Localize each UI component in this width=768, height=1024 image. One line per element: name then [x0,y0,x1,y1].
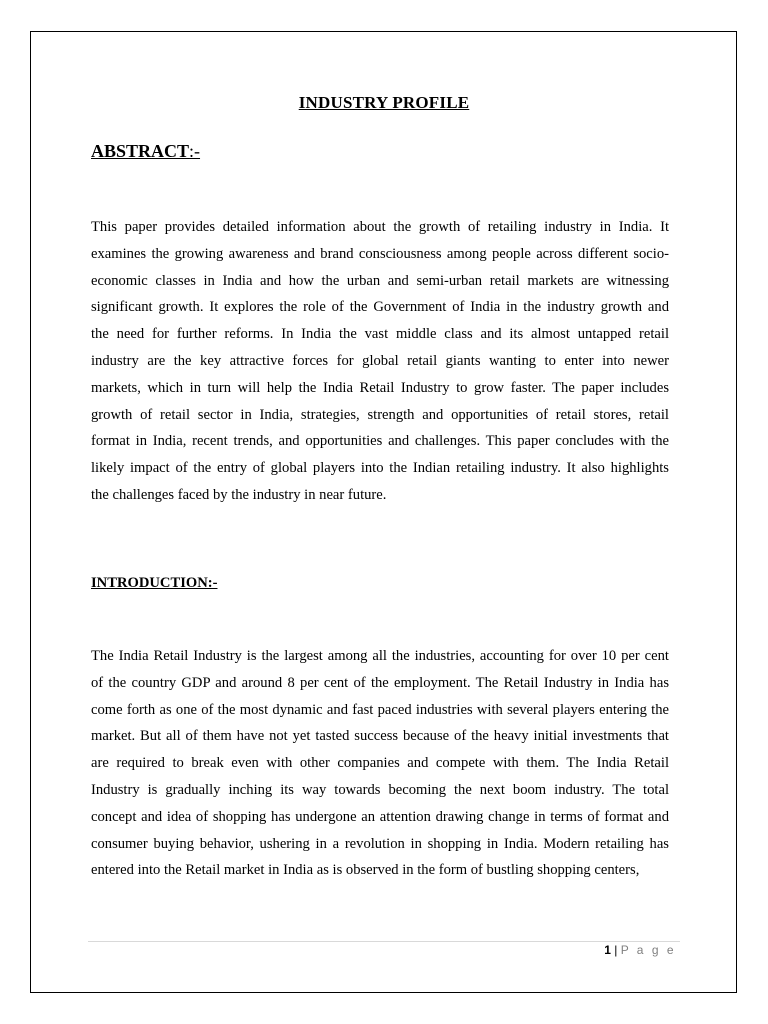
page-title: INDUSTRY PROFILE [298,93,470,112]
page-number: 1 [604,943,611,957]
text-line: the need for further reforms. In India the vast middle class and its almost untapped retail [91,326,669,343]
text-line: The India Retail Industry is the largest among all the industries, accounting for over 10 per cent [91,648,669,664]
text-line: significant growth. It explores the role of the Government of India in the industry growth and [91,299,669,316]
footer-divider [88,941,680,942]
page-footer [604,943,676,957]
text-line: economic classes in India and how the urban and semi-urban retail markets are witnessing [91,272,669,289]
text-line: This paper provides detailed information about the growth of retailing industry in India. It [91,219,669,235]
text-line: the challenges faced by the industry in near future. [91,486,387,503]
text-line: concept and idea of shopping has undergone an attention drawing change in terms of format and [91,808,669,825]
abstract-heading-text: ABSTRACT [91,141,190,161]
text-line: format in India, recent trends, and opportunities and challenges. This paper concludes with the [91,433,669,450]
text-line: Industry is gradually inching its way towards becoming the next boom industry. The total [91,781,669,798]
page-label: P a g e [620,943,676,957]
text-line: growth of retail sector in India, strategies, strength and opportunities of retail stores, retail [91,406,669,423]
abstract-paragraph [91,214,669,509]
text-line: come forth as one of the most dynamic and fast paced industries with several players entering the [91,701,669,718]
text-line: consumer buying behavior, ushering in a revolution in shopping in India. Modern retailing has [91,835,669,852]
text-line: entered into the Retail market in India as is observed in the form of bustling shopping centers, [91,862,640,879]
abstract-heading [91,141,200,162]
text-line: are required to break even with other companies and compete with them. The India Retail [91,755,669,772]
text-line: examines the growing awareness and brand consciousness among people across different socio- [91,245,669,262]
text-line: markets, which in turn will help the India Retail Industry to grow faster. The paper includes [91,379,669,396]
text-line: industry are the key attractive forces for global retail giants wanting to enter into newer [91,352,669,369]
text-line: market. But all of them have not yet tasted success because of the heavy initial investments that [91,728,669,745]
introduction-heading: INTRODUCTION:- [91,575,218,591]
page-separator: | [614,943,618,957]
abstract-heading-suffix: :- [189,141,201,161]
text-line: of the country GDP and around 8 per cent of the employment. The Retail Industry in India has [91,674,669,691]
text-line: likely impact of the entry of global players into the Indian retailing industry. It also highlights [91,460,669,477]
introduction-paragraph [91,643,669,884]
